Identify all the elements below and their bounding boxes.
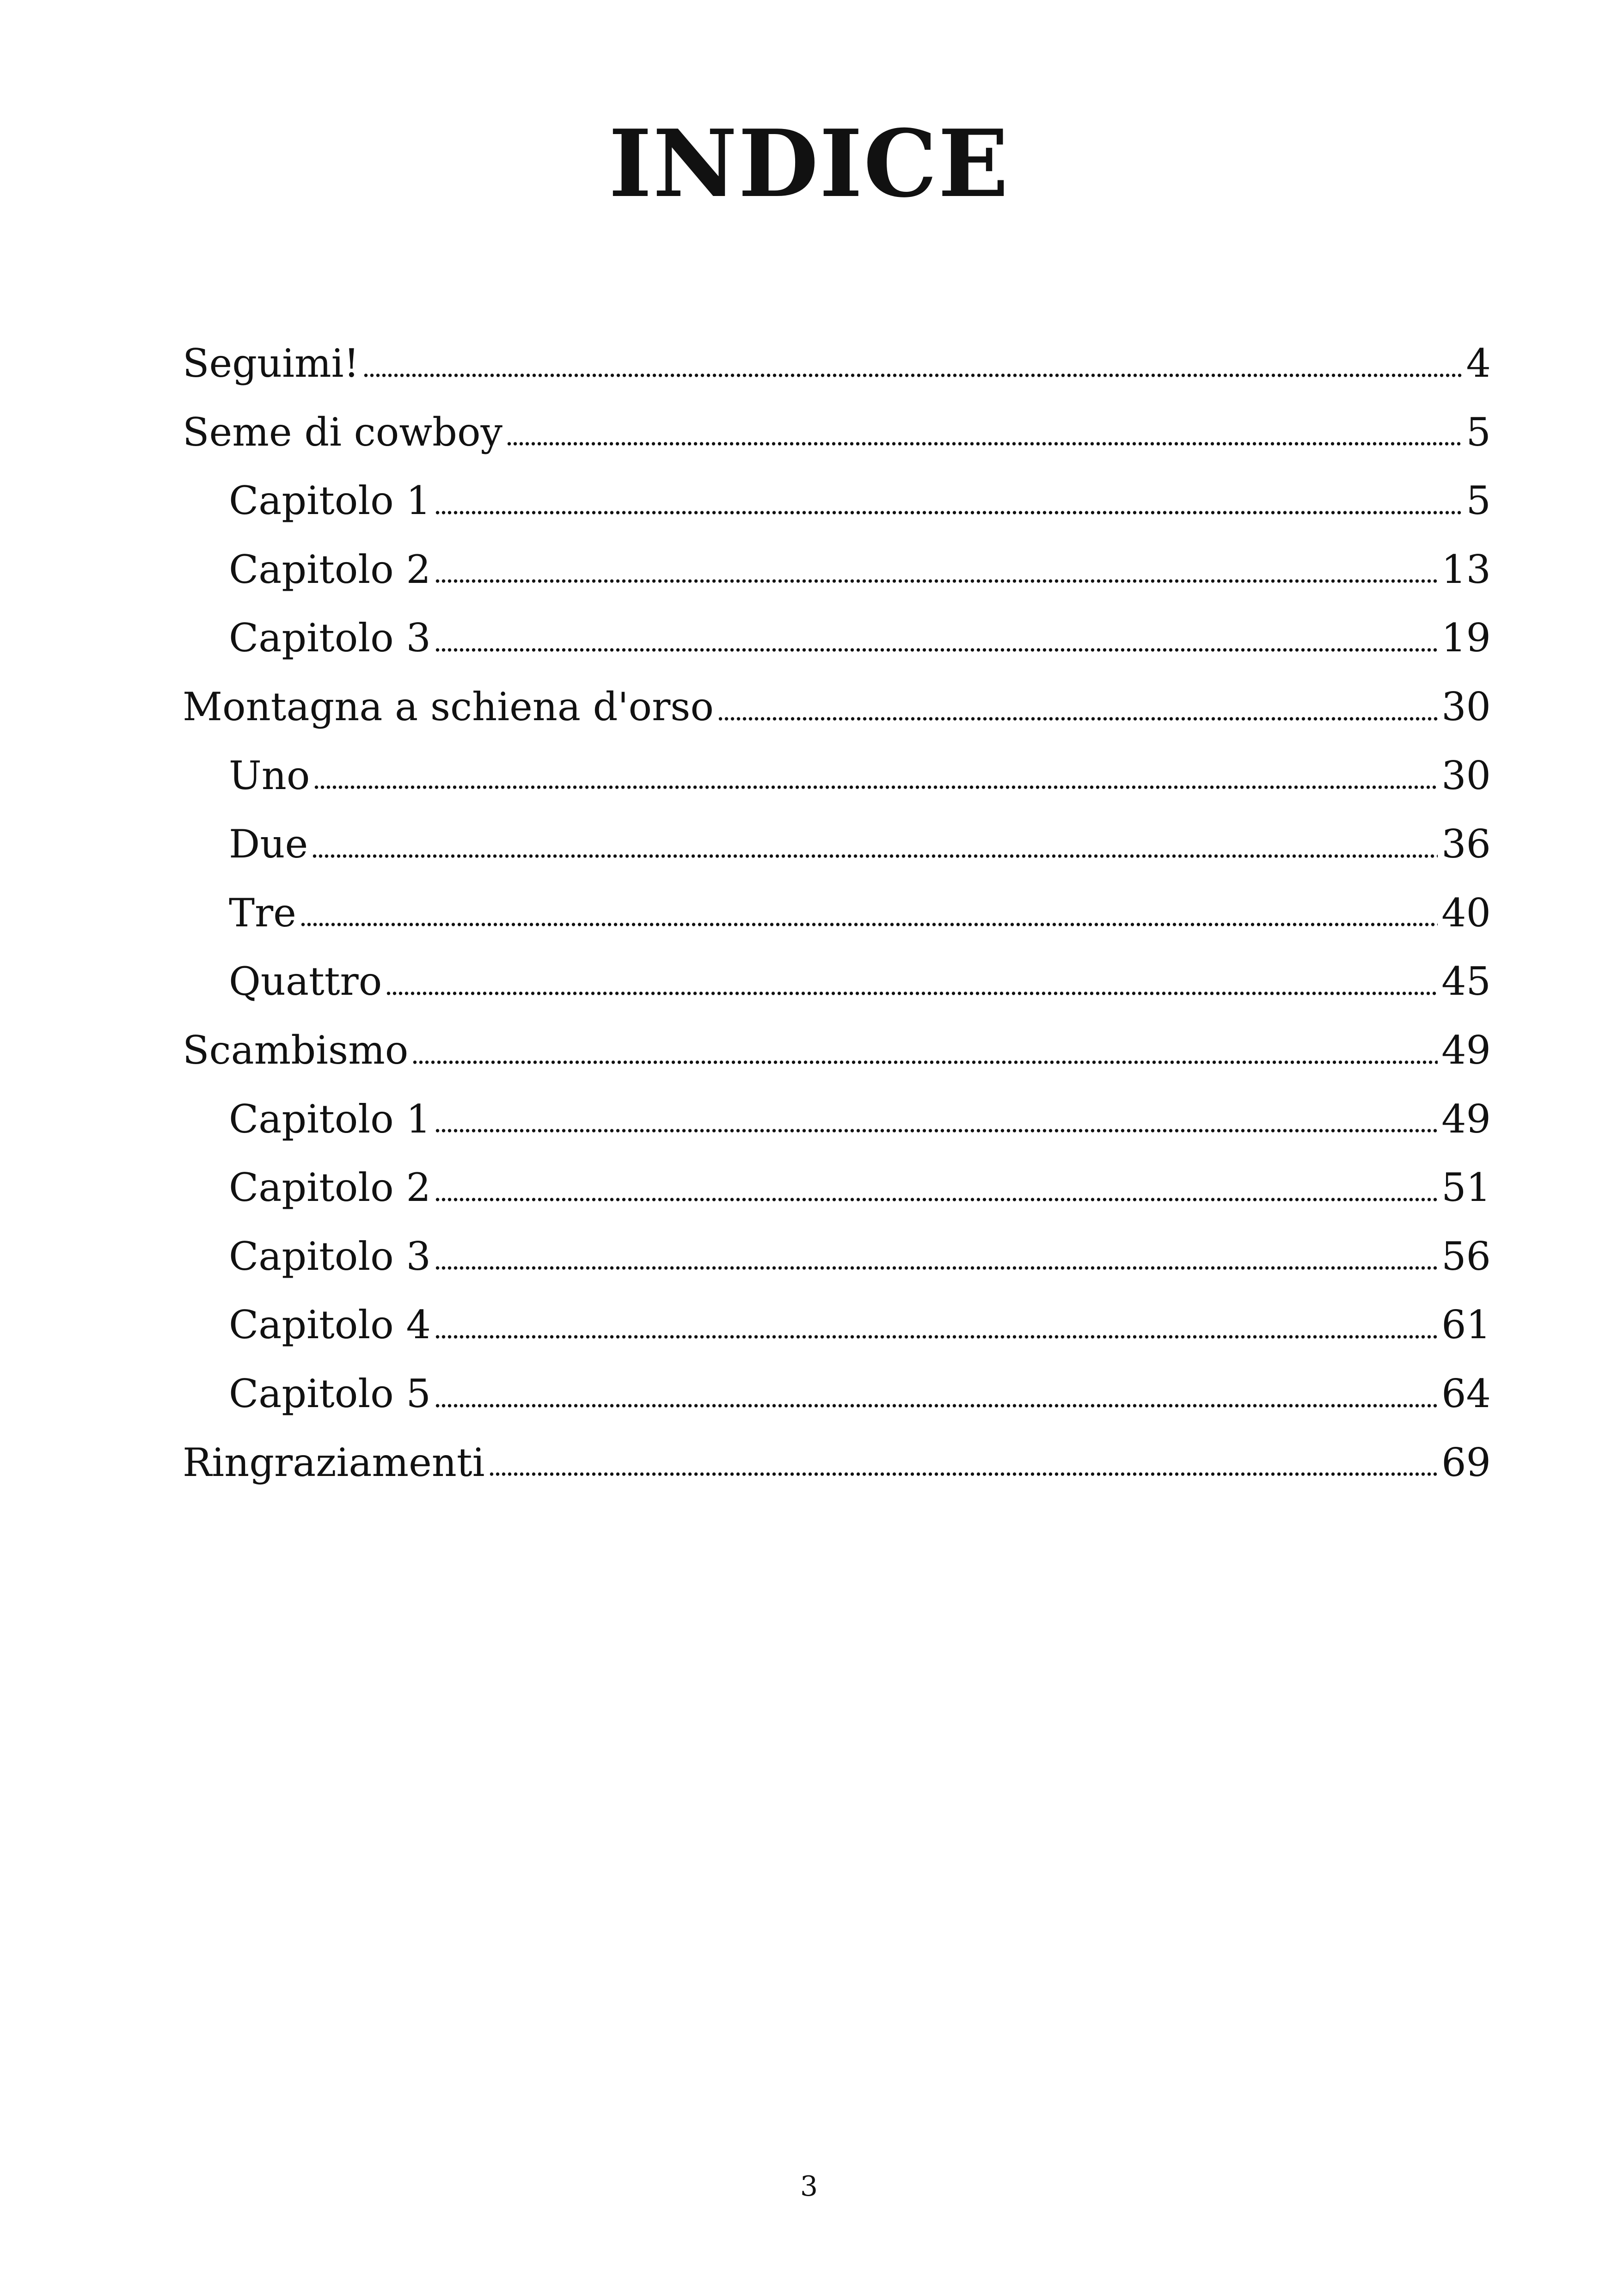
dot-leader [312,840,1438,859]
toc-entry-page: 49 [1441,1096,1491,1142]
page-title: INDICE [608,110,1010,218]
toc-entry-scambismo-capitolo-5[interactable] [183,1359,1491,1428]
toc-entry-seme-di-cowboy[interactable] [183,398,1491,467]
toc-entry-label: Capitolo 1 [229,1096,431,1142]
toc-entry-quattro[interactable] [183,947,1491,1016]
dot-leader [435,565,1438,584]
toc-entry-scambismo-capitolo-2[interactable] [183,1153,1491,1222]
toc-entry-page: 5 [1466,478,1491,524]
toc-entry-page: 51 [1441,1165,1491,1211]
toc-entry-label: Capitolo 3 [229,1233,431,1279]
dot-leader [363,360,1462,378]
dot-leader [435,497,1463,515]
dot-leader [435,1115,1438,1133]
dot-leader [717,703,1438,722]
toc-entry-label: Capitolo 5 [229,1371,431,1416]
page-number: 3 [800,2170,818,2203]
toc-entry-page: 30 [1441,753,1491,798]
toc-entry-label: Montagna a schiena d'orso [183,684,714,729]
toc-entry-seguimi[interactable] [183,329,1491,398]
dot-leader [313,771,1438,790]
toc-entry-label: Capitolo 1 [229,478,431,524]
toc-entry-seme-capitolo-1[interactable] [183,466,1491,535]
toc-entry-scambismo-capitolo-4[interactable] [183,1291,1491,1359]
dot-leader [300,909,1438,927]
toc-entry-label: Seme di cowboy [183,409,503,455]
toc-entry-page: 61 [1441,1302,1491,1348]
toc-entry-due[interactable] [183,810,1491,879]
toc-entry-scambismo-capitolo-3[interactable] [183,1222,1491,1291]
toc-entry-label: Ringraziamenti [183,1439,485,1485]
toc-entry-label: Tre [229,890,296,936]
toc-entry-scambismo[interactable] [183,1016,1491,1085]
toc-entry-label: Due [229,821,308,867]
toc-entry-label: Quattro [229,959,382,1004]
toc-entry-ringraziamenti[interactable] [183,1428,1491,1497]
toc-entry-seme-capitolo-2[interactable] [183,535,1491,604]
toc-entry-page: 36 [1441,821,1491,867]
toc-entry-uno[interactable] [183,741,1491,810]
toc-entry-page: 4 [1466,341,1491,386]
toc-entry-page: 45 [1441,959,1491,1004]
table-of-contents [183,329,1491,1497]
toc-entry-label: Capitolo 2 [229,546,431,592]
dot-leader [412,1047,1438,1065]
dot-leader [435,634,1438,653]
toc-entry-label: Capitolo 2 [229,1165,431,1211]
toc-entry-label: Capitolo 4 [229,1302,431,1348]
toc-entry-seme-capitolo-3[interactable] [183,604,1491,673]
dot-leader [506,428,1463,447]
dot-leader [435,1390,1438,1408]
toc-entry-label: Seguimi! [183,341,360,386]
toc-entry-page: 40 [1441,890,1491,936]
toc-entry-page: 5 [1466,409,1491,455]
toc-entry-scambismo-capitolo-1[interactable] [183,1085,1491,1154]
dot-leader [435,1252,1438,1271]
toc-entry-page: 13 [1441,546,1491,592]
toc-entry-page: 69 [1441,1439,1491,1485]
toc-entry-montagna-a-schiena-dorso[interactable] [183,673,1491,741]
toc-entry-tre[interactable] [183,879,1491,948]
toc-entry-page: 19 [1441,615,1491,661]
dot-leader [435,1321,1438,1340]
toc-entry-page: 30 [1441,684,1491,729]
toc-entry-label: Capitolo 3 [229,615,431,661]
dot-leader [489,1458,1438,1477]
toc-entry-page: 64 [1441,1371,1491,1416]
toc-entry-label: Scambismo [183,1027,409,1073]
dot-leader [435,1184,1438,1202]
dot-leader [386,978,1438,996]
toc-entry-page: 56 [1441,1233,1491,1279]
toc-entry-page: 49 [1441,1027,1491,1073]
toc-entry-label: Uno [229,753,310,798]
